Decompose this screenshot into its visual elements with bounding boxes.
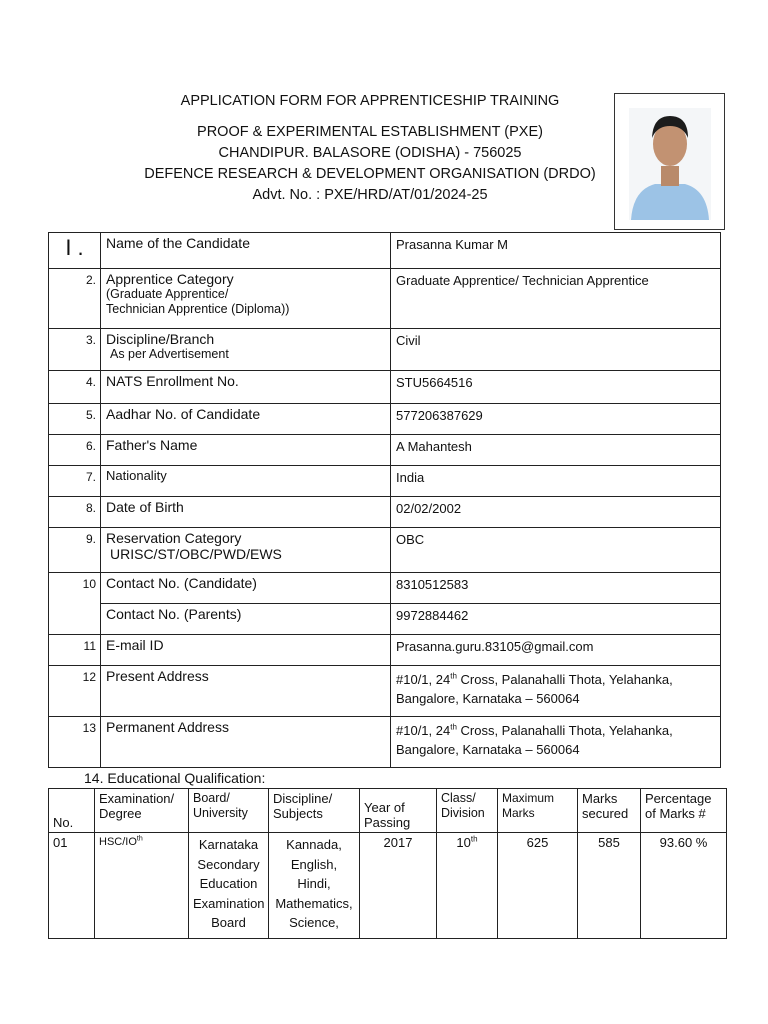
field-label: Permanent Address [101,717,391,768]
address-text: Cross, Palanahalli Thota, Yelahanka, [456,723,673,738]
education-table [48,788,727,939]
field-label: Father's Name [101,435,391,466]
email-id: Prasanna.guru.83105@gmail.com [391,635,721,666]
discipline: Civil [391,329,721,371]
address-text: #10/1, 24 [396,672,451,687]
contact-candidate: 8310512583 [391,573,721,604]
label-text: Apprentice Category [106,271,234,287]
exam [95,833,189,939]
class-text: 10 [456,835,471,850]
board: Karnataka Secondary Education Examination Board [189,833,269,939]
col-header: Board/ University [189,789,269,833]
address-text: Bangalore, Karnataka – 560064 [396,691,580,706]
candidate-details-table [48,232,721,768]
exam-sup: th [136,835,143,843]
col-header: No. [49,789,95,833]
field-label [101,329,391,371]
percentage: 93.60 % [641,833,727,939]
row-number: 11 [49,635,101,666]
class-sup: th [470,834,478,844]
field-label: E-mail ID [101,635,391,666]
col-header: Class/ Division [437,789,498,833]
max-marks: 625 [498,833,578,939]
org-address: CHANDIPUR. BALASORE (ODISHA) - 756025 [218,145,522,161]
field-label: Aadhar No. of Candidate [101,404,391,435]
field-label [101,269,391,329]
row-number: 4. [49,371,101,404]
label-sub: Technician Apprentice (Diploma)) [106,302,290,316]
row-number: 13 [49,717,101,768]
col-header: Year of Passing [360,789,437,833]
label-sub: As per Advertisement [110,347,229,361]
address-text: Bangalore, Karnataka – 560064 [396,742,580,757]
advt-number: Advt. No. : PXE/HRD/AT/01/2024-25 [252,187,488,203]
candidate-name: Prasanna Kumar M [391,233,721,269]
row-number: I . [49,233,101,269]
col-header: Examination/ Degree [95,789,189,833]
col-header: Percentage of Marks # [641,789,727,833]
subjects: Kannada, English, Hindi, Mathematics, Science, [269,833,360,939]
row-number: 10 [49,573,101,635]
permanent-address [391,717,721,768]
label-sub: URISC/ST/OBC/PWD/EWS [110,546,282,562]
address-text: #10/1, 24 [396,723,451,738]
section-heading: 14. Educational Qualification: [84,770,266,786]
marks-secured: 585 [578,833,641,939]
exam-text: HSC/IO [99,836,137,848]
col-header: Discipline/ Subjects [269,789,360,833]
class [437,833,498,939]
nationality: India [391,466,721,497]
address-text: Cross, Palanahalli Thota, Yelahanka, [456,672,673,687]
org-name: PROOF & EXPERIMENTAL ESTABLISHMENT (PXE) [197,124,543,140]
present-address [391,666,721,717]
row-number: 7. [49,466,101,497]
row-number: 9. [49,528,101,573]
row-number: 8. [49,497,101,528]
address-sup: th [450,671,457,681]
aadhar-number: 577206387629 [391,404,721,435]
col-header: Marks secured [578,789,641,833]
date-of-birth: 02/02/2002 [391,497,721,528]
label-sub: (Graduate Apprentice/ [106,287,229,301]
field-label: Contact No. (Parents) [101,604,391,635]
field-label: Date of Birth [101,497,391,528]
apprentice-category: Graduate Apprentice/ Technician Apprentice [391,269,721,329]
year: 2017 [360,833,437,939]
form-body [48,232,728,939]
row-number: 2. [49,269,101,329]
col-header: Maximum Marks [498,789,578,833]
form-title: APPLICATION FORM FOR APPRENTICESHIP TRAINING [180,93,560,109]
row-number: 5. [49,404,101,435]
field-label: NATS Enrollment No. [101,371,391,404]
address-sup: th [450,722,457,732]
field-label: Present Address [101,666,391,717]
row-number: 6. [49,435,101,466]
candidate-photo [614,93,725,230]
field-label: Nationality [101,466,391,497]
field-label [101,528,391,573]
label-text: Discipline/Branch [106,331,215,347]
contact-parents: 9972884462 [391,604,721,635]
nats-number: STU5664516 [391,371,721,404]
reservation-category: OBC [391,528,721,573]
label-text: Reservation Category [106,530,242,546]
row-number: 3. [49,329,101,371]
org-parent: DEFENCE RESEARCH & DEVELOPMENT ORGANISATION (DRDO) [144,166,596,182]
row-no: 01 [49,833,95,939]
table-row [49,833,727,939]
field-label: Name of the Candidate [101,233,391,269]
field-label: Contact No. (Candidate) [101,573,391,604]
fathers-name: A Mahantesh [391,435,721,466]
row-number: 12 [49,666,101,717]
